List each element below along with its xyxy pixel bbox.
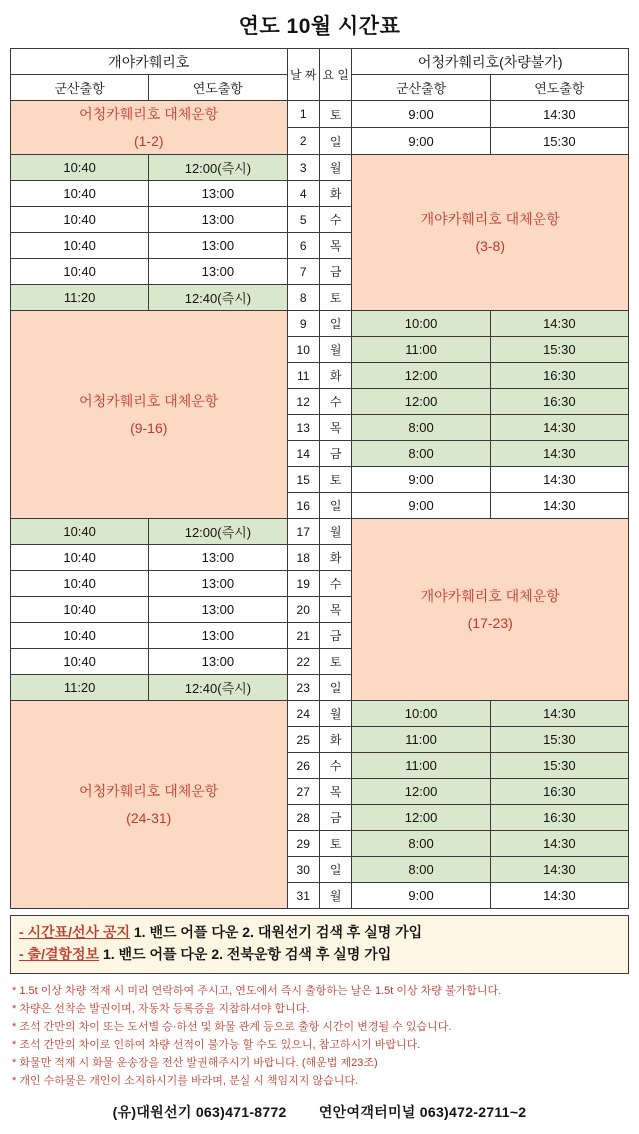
- right-gunsan-cell: 8:00: [352, 857, 490, 883]
- right-gunsan-cell: 9:00: [352, 883, 490, 909]
- right-yeondo-cell: 14:30: [490, 101, 628, 128]
- weekday-cell: 화: [319, 363, 351, 389]
- left-gunsan-cell: 11:20: [11, 285, 149, 311]
- day-cell: 18: [287, 545, 319, 571]
- day-cell: 22: [287, 649, 319, 675]
- note-eocheong-1-2: 어청카훼리호 대체운항 (1-2): [11, 101, 288, 155]
- left-gunsan-cell: 10:40: [11, 155, 149, 181]
- header-right-depart-yeondo: 연도출항: [490, 75, 628, 101]
- notice-2-tail: 검색 후 실명 가입: [284, 945, 392, 962]
- left-yeondo-cell: 13:00: [149, 571, 287, 597]
- day-cell: 23: [287, 675, 319, 701]
- right-gunsan-cell: 12:00: [352, 389, 490, 415]
- contact-company: (유)대원선기 063)471-8772: [112, 1104, 287, 1121]
- day-cell: 24: [287, 701, 319, 727]
- footnote-item: * 화물만 적재 시 화물 운송장을 전산 발권해주시기 바랍니다. (해운법 제23조): [12, 1057, 378, 1070]
- day-cell: 2: [287, 128, 319, 155]
- right-yeondo-cell: 16:30: [490, 805, 628, 831]
- day-cell: 11: [287, 363, 319, 389]
- right-yeondo-cell: 15:30: [490, 753, 628, 779]
- left-gunsan-cell: 10:40: [11, 181, 149, 207]
- right-gunsan-cell: 10:00: [352, 311, 490, 337]
- right-gunsan-cell: 8:00: [352, 415, 490, 441]
- right-gunsan-cell: 8:00: [352, 441, 490, 467]
- note-eocheong-9-16: 어청카훼리호 대체운항 (9-16): [11, 311, 288, 519]
- right-yeondo-cell: 14:30: [490, 493, 628, 519]
- weekday-cell: 목: [319, 597, 351, 623]
- left-yeondo-cell: 13:00: [149, 259, 287, 285]
- right-yeondo-cell: 16:30: [490, 363, 628, 389]
- weekday-cell: 수: [319, 753, 351, 779]
- day-cell: 15: [287, 467, 319, 493]
- left-gunsan-cell: 10:40: [11, 233, 149, 259]
- right-gunsan-cell: 11:00: [352, 727, 490, 753]
- right-gunsan-cell: 11:00: [352, 753, 490, 779]
- day-cell: 6: [287, 233, 319, 259]
- left-gunsan-cell: 10:40: [11, 571, 149, 597]
- weekday-cell: 일: [319, 675, 351, 701]
- header-right-route: 어청카훼리호(차량불가): [352, 49, 629, 75]
- right-yeondo-cell: 15:30: [490, 337, 628, 363]
- right-gunsan-cell: 9:00: [352, 101, 490, 128]
- table-row: [11, 311, 629, 337]
- day-cell: 21: [287, 623, 319, 649]
- left-yeondo-cell: 12:40(즉시): [149, 285, 287, 311]
- weekday-cell: 금: [319, 805, 351, 831]
- left-gunsan-cell: 10:40: [11, 597, 149, 623]
- left-yeondo-cell: 13:00: [149, 233, 287, 259]
- day-cell: 19: [287, 571, 319, 597]
- note-gaeya-17-23: 개야카훼리호 대체운항 (17-23): [352, 519, 629, 701]
- weekday-cell: 일: [319, 128, 351, 155]
- weekday-cell: 목: [319, 415, 351, 441]
- right-gunsan-cell: 12:00: [352, 805, 490, 831]
- weekday-cell: 수: [319, 389, 351, 415]
- weekday-cell: 수: [319, 207, 351, 233]
- right-gunsan-cell: 10:00: [352, 701, 490, 727]
- left-gunsan-cell: 10:40: [11, 623, 149, 649]
- footnote-item: * 개인 수하물은 개인이 소지하시기를 바라며, 분실 시 책임지지 않습니다.: [12, 1075, 359, 1088]
- day-cell: 30: [287, 857, 319, 883]
- header-right-depart-gunsan: 군산출항: [352, 75, 490, 101]
- day-cell: 4: [287, 181, 319, 207]
- weekday-cell: 금: [319, 623, 351, 649]
- contact-bar: [10, 1092, 629, 1134]
- right-gunsan-cell: 12:00: [352, 779, 490, 805]
- weekday-cell: 토: [319, 285, 351, 311]
- day-cell: 16: [287, 493, 319, 519]
- right-yeondo-cell: 14:30: [490, 883, 628, 909]
- notice-2-text: 1. 밴드 어플 다운 2.: [102, 945, 224, 962]
- day-cell: 20: [287, 597, 319, 623]
- day-cell: 27: [287, 779, 319, 805]
- weekday-cell: 목: [319, 233, 351, 259]
- notice-2-label: - 출/결항정보: [19, 945, 100, 962]
- left-yeondo-cell: 12:00(즉시): [149, 155, 287, 181]
- notice-1-text: 1. 밴드 어플 다운 2.: [133, 924, 254, 941]
- left-gunsan-cell: 10:40: [11, 519, 149, 545]
- day-cell: 28: [287, 805, 319, 831]
- right-gunsan-cell: 9:00: [352, 493, 490, 519]
- right-yeondo-cell: 15:30: [490, 128, 628, 155]
- weekday-cell: 월: [319, 883, 351, 909]
- weekday-cell: 화: [319, 727, 351, 753]
- left-yeondo-cell: 13:00: [149, 597, 287, 623]
- right-gunsan-cell: 12:00: [352, 363, 490, 389]
- left-gunsan-cell: 10:40: [11, 649, 149, 675]
- table-row: [11, 155, 629, 181]
- schedule-table: [10, 48, 629, 909]
- right-yeondo-cell: 16:30: [490, 389, 628, 415]
- table-header-row: [11, 49, 629, 75]
- left-gunsan-cell: 10:40: [11, 259, 149, 285]
- day-cell: 25: [287, 727, 319, 753]
- notice-1-tail: 검색 후 실명 가입: [315, 924, 423, 941]
- right-gunsan-cell: 8:00: [352, 831, 490, 857]
- day-cell: 12: [287, 389, 319, 415]
- day-cell: 8: [287, 285, 319, 311]
- right-yeondo-cell: 14:30: [490, 857, 628, 883]
- header-weekday: 요 일: [319, 49, 351, 101]
- left-yeondo-cell: 13:00: [149, 207, 287, 233]
- day-cell: 7: [287, 259, 319, 285]
- weekday-cell: 토: [319, 467, 351, 493]
- right-yeondo-cell: 14:30: [490, 701, 628, 727]
- right-yeondo-cell: 14:30: [490, 441, 628, 467]
- notice-box: [10, 915, 629, 973]
- weekday-cell: 토: [319, 831, 351, 857]
- weekday-cell: 월: [319, 155, 351, 181]
- footnote-item: * 차량은 선착순 발권이며, 자동차 등록증을 지참하셔야 합니다.: [12, 1002, 310, 1015]
- day-cell: 3: [287, 155, 319, 181]
- weekday-cell: 월: [319, 337, 351, 363]
- right-yeondo-cell: 15:30: [490, 727, 628, 753]
- weekday-cell: 목: [319, 779, 351, 805]
- left-yeondo-cell: 13:00: [149, 649, 287, 675]
- weekday-cell: 일: [319, 493, 351, 519]
- footnote-item: * 조석 간만의 차이 또는 도서별 승·하선 및 화물 관계 등으로 출항 시간이 변경될 수 있습니다.: [12, 1020, 452, 1033]
- weekday-cell: 금: [319, 259, 351, 285]
- footnotes: [10, 974, 629, 1093]
- weekday-cell: 토: [319, 101, 351, 128]
- left-gunsan-cell: 10:40: [11, 207, 149, 233]
- day-cell: 10: [287, 337, 319, 363]
- note-gaeya-3-8: 개야카훼리호 대체운항 (3-8): [352, 155, 629, 311]
- notice-line-1: [19, 922, 620, 944]
- notice-1-label: - 시간표/선사 공지: [19, 924, 130, 941]
- header-day: 날 짜: [287, 49, 319, 101]
- day-cell: 5: [287, 207, 319, 233]
- table-row: [11, 101, 629, 128]
- left-yeondo-cell: 12:00(즉시): [149, 519, 287, 545]
- weekday-cell: 일: [319, 857, 351, 883]
- contact-terminal: 연안여객터미널 063)472-2711~2: [318, 1104, 527, 1121]
- weekday-cell: 월: [319, 701, 351, 727]
- weekday-cell: 일: [319, 311, 351, 337]
- weekday-cell: 토: [319, 649, 351, 675]
- day-cell: 17: [287, 519, 319, 545]
- note-eocheong-24-31: 어청카훼리호 대체운항 (24-31): [11, 701, 288, 909]
- right-yeondo-cell: 14:30: [490, 831, 628, 857]
- right-yeondo-cell: 14:30: [490, 311, 628, 337]
- table-row: [11, 519, 629, 545]
- day-cell: 14: [287, 441, 319, 467]
- page-title: 연도 10월 시간표: [238, 15, 401, 38]
- weekday-cell: 수: [319, 571, 351, 597]
- day-cell: 1: [287, 101, 319, 128]
- header-left-depart-yeondo: 연도출항: [149, 75, 287, 101]
- day-cell: 9: [287, 311, 319, 337]
- header-left-route: 개야카훼리호: [11, 49, 288, 75]
- left-gunsan-cell: 11:20: [11, 675, 149, 701]
- left-yeondo-cell: 13:00: [149, 545, 287, 571]
- notice-line-2: [19, 944, 620, 966]
- notice-1-keyword: 대원선기: [257, 924, 312, 941]
- left-yeondo-cell: 13:00: [149, 623, 287, 649]
- left-yeondo-cell: 12:40(즉시): [149, 675, 287, 701]
- day-cell: 13: [287, 415, 319, 441]
- footnote-item: * 조석 간만의 차이로 인하여 차량 선적이 불가능 할 수도 있으니, 참고하시기 바랍니다.: [12, 1038, 421, 1051]
- notice-2-keyword: 전북운항: [226, 945, 282, 962]
- left-yeondo-cell: 13:00: [149, 181, 287, 207]
- right-gunsan-cell: 9:00: [352, 128, 490, 155]
- day-cell: 31: [287, 883, 319, 909]
- right-yeondo-cell: 14:30: [490, 467, 628, 493]
- weekday-cell: 화: [319, 181, 351, 207]
- day-cell: 26: [287, 753, 319, 779]
- footnote-item: * 1.5t 이상 차량 적재 시 미리 연락하여 주시고, 연도에서 즉시 출항하는 날은 1.5t 이상 차량 불가합니다.: [12, 984, 502, 997]
- right-gunsan-cell: 9:00: [352, 467, 490, 493]
- weekday-cell: 화: [319, 545, 351, 571]
- right-yeondo-cell: 14:30: [490, 415, 628, 441]
- header-left-depart-gunsan: 군산출항: [11, 75, 149, 101]
- right-yeondo-cell: 16:30: [490, 779, 628, 805]
- weekday-cell: 금: [319, 441, 351, 467]
- left-gunsan-cell: 10:40: [11, 545, 149, 571]
- weekday-cell: 월: [319, 519, 351, 545]
- right-gunsan-cell: 11:00: [352, 337, 490, 363]
- day-cell: 29: [287, 831, 319, 857]
- table-row: [11, 701, 629, 727]
